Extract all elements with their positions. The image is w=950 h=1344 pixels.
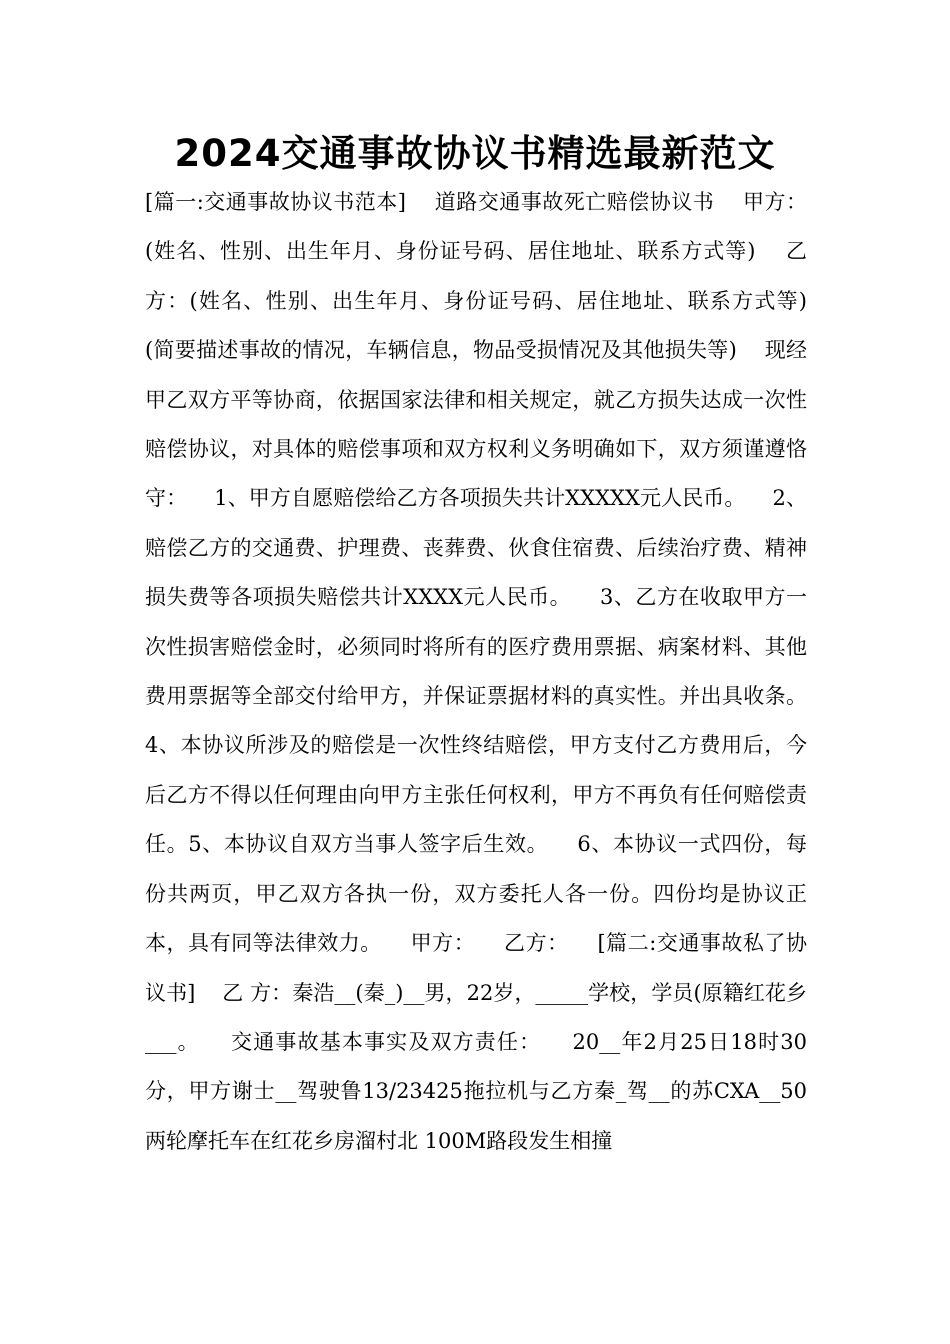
document-title: 2024交通事故协议书精选最新范文 [174, 132, 776, 175]
document-body: [篇一:交通事故协议书范本] 道路交通事故死亡赔偿协议书 甲方：(姓名、性别、出生年月、身份证号码、居住地址、联系方式等) 乙方：(姓名、性别、出生年月、身份证号码、居住地址、联系方式等) (简要描述事故的情况，车辆信息，物品受损情况及其他损失等) 现经甲乙双方平等协商，依据国家法律和相关规定，就乙方损失达成一次性赔偿协议，对具体的赔偿事项和双方权利义务明确如下，双方须谨遵恪守： 1、甲方自愿赔偿给乙方各项损失共计XXXXX元人民币。 2、赔偿乙方的交通费、护理费、丧葬费、伙食住宿费、后续治疗费、精神损失费等各项损失赔偿共计XXXX元人民币。 3、乙方在收取甲方一次性损害赔偿金时，必须同时将所有的医疗费用票据、病案材料、其他费用票据等全部交付给甲方，并保证票据材料的真实性。并出具收条。 4、本协议所涉及的赔偿是一次性终结赔偿，甲方支付乙方费用后，今后乙方不得以任何理由向甲方主张任何权利，甲方不再负有任何赔偿责任。5、本协议自双方当事人签字后生效。 6、本协议一式四份，每份共两页，甲乙双方各执一份，双方委托人各一份。四份均是协议正本，具有同等法律效力。 甲方： 乙方： [篇二:交通事故私了协议书] 乙 方：秦浩__(秦_)__男，22岁，_____学校，学员(原籍红花乡___。 交通事故基本事实及双方责任： 20__年2月25日18时30分，甲方谢士__驾驶鲁13/23425拖拉机与乙方秦_驾__的苏CXA__50两轮摩托车在红花乡房溜村北 100M路段发生相撞 [145, 190, 834, 1153]
